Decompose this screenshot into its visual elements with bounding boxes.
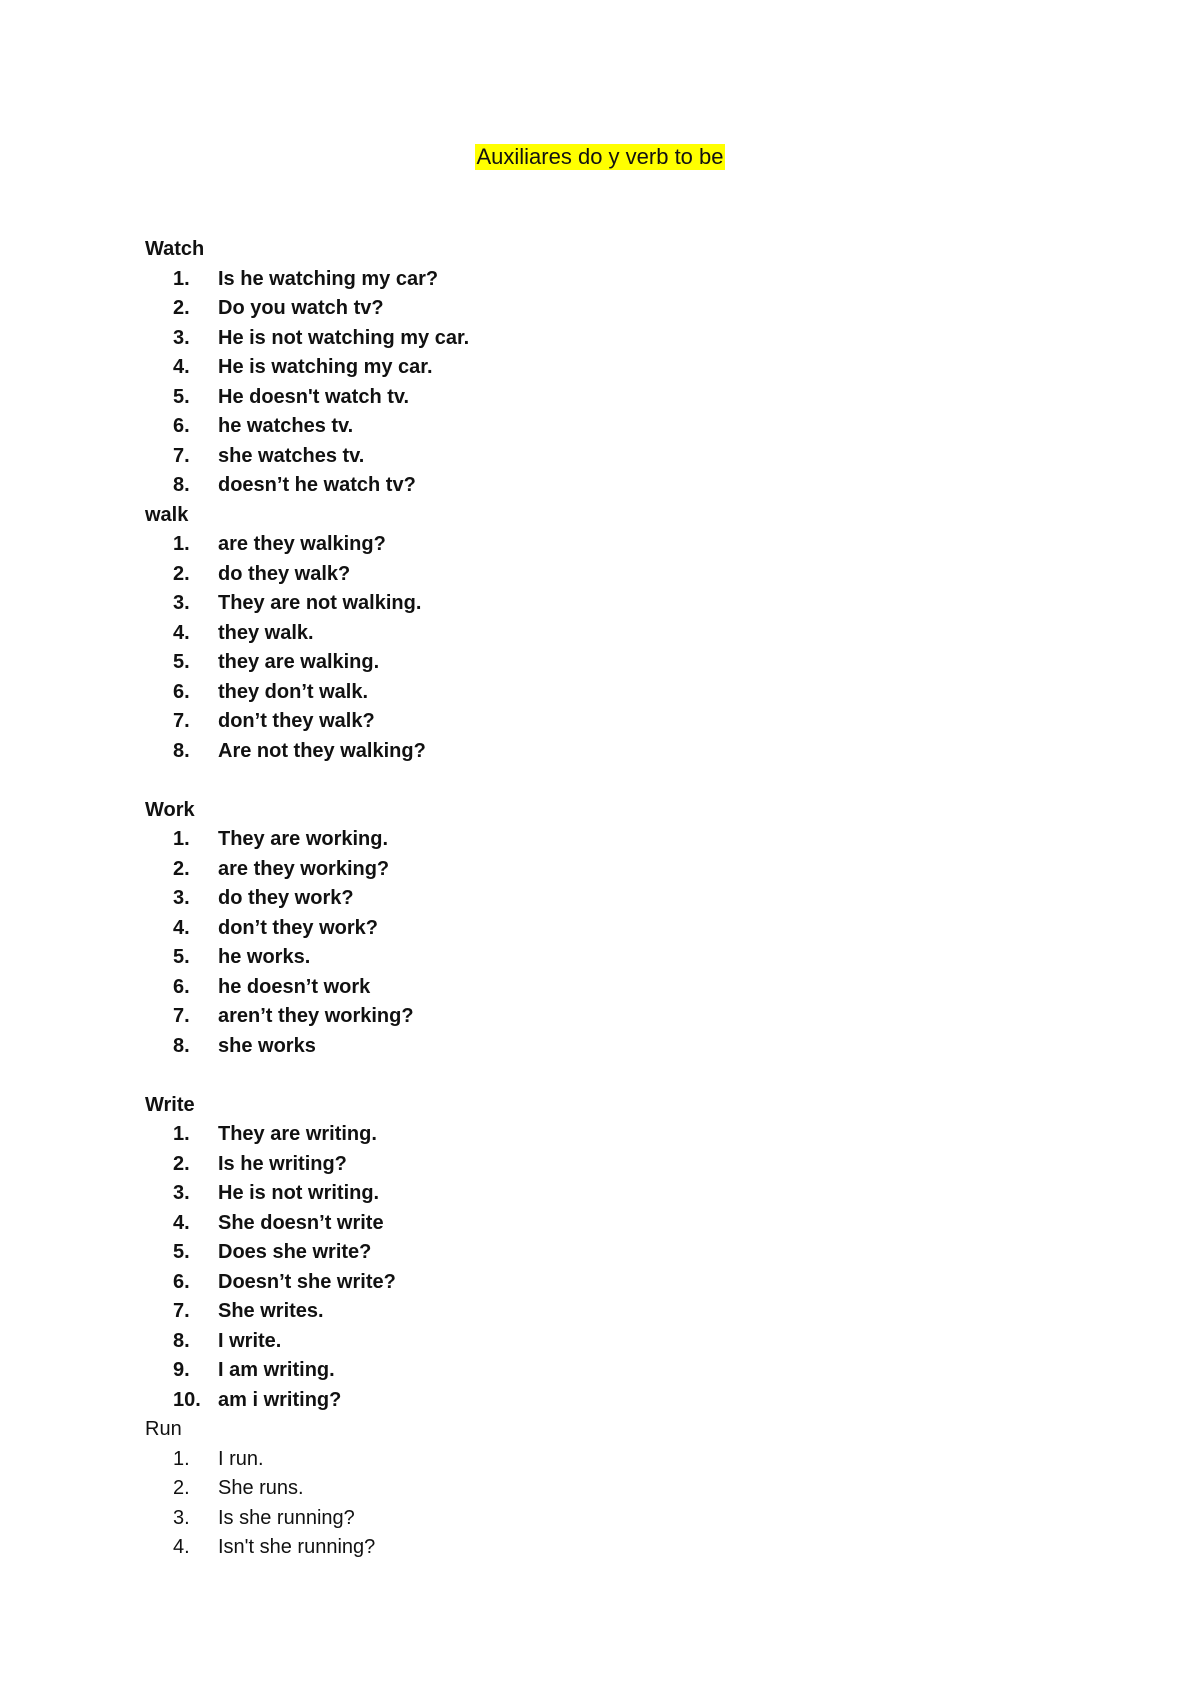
list-item	[145, 383, 1045, 413]
list-item-text: I run.	[218, 1447, 264, 1470]
list-item	[145, 324, 1045, 354]
list-item-number: 1.	[173, 828, 190, 850]
list-item-text: doesn’t he watch tv?	[218, 474, 416, 496]
list-item	[145, 1268, 1045, 1298]
list-item-text: Is he watching my car?	[218, 267, 439, 290]
list-item	[145, 1356, 1045, 1386]
list-item	[145, 973, 1045, 1003]
list-item-text: do they work?	[218, 887, 354, 909]
document-body	[145, 235, 1045, 1563]
page-title: Auxiliares do y verb to be	[476, 144, 724, 169]
list-item-number: 5.	[173, 946, 190, 968]
list-item-number: 3.	[173, 1182, 190, 1204]
list-item-text: They are not walking.	[218, 592, 422, 614]
list-item-text: She writes.	[218, 1300, 324, 1322]
list-item-number: 5.	[173, 651, 190, 673]
list-item-text: don’t they work?	[218, 916, 378, 939]
title-container	[0, 144, 1200, 170]
list-item-number: 8.	[173, 474, 190, 496]
blank-line	[145, 766, 1045, 796]
list-work	[145, 825, 1045, 1061]
list-item-number: 2.	[173, 1477, 190, 1499]
section-heading-write: Write	[145, 1093, 195, 1116]
list-item	[145, 1002, 1045, 1032]
list-item	[145, 1533, 1045, 1563]
list-item	[145, 1150, 1045, 1180]
list-item	[145, 1504, 1045, 1534]
list-item	[145, 530, 1045, 560]
list-watch	[145, 265, 1045, 501]
list-item	[145, 619, 1045, 649]
list-item-text: Isn't she running?	[218, 1536, 376, 1558]
list-item-text: He is not writing.	[218, 1182, 380, 1204]
list-item-text: Does she write?	[218, 1241, 372, 1263]
list-item-number: 4.	[173, 356, 190, 378]
list-item-text: She doesn’t write	[218, 1211, 384, 1234]
list-item-number: 3.	[173, 592, 190, 614]
blank-line	[145, 1061, 1045, 1091]
list-item-number: 2.	[173, 1152, 190, 1175]
list-item-number: 5.	[173, 385, 190, 408]
list-item-number: 1.	[173, 267, 190, 290]
list-item	[145, 737, 1045, 767]
list-run	[145, 1445, 1045, 1563]
list-walk	[145, 530, 1045, 766]
list-item	[145, 914, 1045, 944]
list-item-number: 1.	[173, 1123, 190, 1145]
list-item-number: 1.	[173, 533, 190, 555]
list-item-text: he works.	[218, 946, 311, 968]
list-item	[145, 1120, 1045, 1150]
list-item-number: 6.	[173, 680, 190, 703]
list-item	[145, 1238, 1045, 1268]
list-item	[145, 884, 1045, 914]
list-item-text: am i writing?	[218, 1388, 342, 1411]
list-item	[145, 560, 1045, 590]
list-item-number: 3.	[173, 326, 190, 349]
list-item-text: he watches tv.	[218, 415, 354, 437]
list-item-number: 4.	[173, 621, 190, 644]
list-item-text: I am writing.	[218, 1359, 335, 1381]
list-item-text: They are working.	[218, 828, 389, 850]
list-item-number: 2.	[173, 297, 190, 319]
list-item	[145, 1474, 1045, 1504]
list-item-text: she works	[218, 1034, 316, 1057]
list-item	[145, 825, 1045, 855]
list-item-number: 10.	[173, 1388, 201, 1411]
list-item-number: 2.	[173, 562, 190, 585]
list-item-number: 1.	[173, 1447, 190, 1470]
list-item-text: Is he writing?	[218, 1152, 347, 1175]
list-item-number: 7.	[173, 1300, 190, 1322]
list-item	[145, 1297, 1045, 1327]
list-item-text: she watches tv.	[218, 444, 365, 467]
list-item	[145, 1209, 1045, 1239]
list-item-number: 7.	[173, 710, 190, 732]
list-item-number: 4.	[173, 916, 190, 939]
list-item-text: they are walking.	[218, 651, 380, 673]
list-item-text: are they walking?	[218, 533, 386, 555]
section-heading-watch: Watch	[145, 238, 205, 260]
list-item	[145, 707, 1045, 737]
list-item-text: I write.	[218, 1329, 282, 1352]
list-item	[145, 1032, 1045, 1062]
list-item	[145, 353, 1045, 383]
list-item	[145, 943, 1045, 973]
list-item-number: 7.	[173, 1005, 190, 1027]
list-item-number: 4.	[173, 1536, 190, 1558]
list-item	[145, 1445, 1045, 1475]
list-item-text: they don’t walk.	[218, 680, 369, 703]
list-item-number: 9.	[173, 1359, 190, 1381]
section-heading-work: Work	[145, 798, 195, 821]
section-heading-walk: walk	[145, 503, 189, 526]
list-item	[145, 855, 1045, 885]
list-item-text: She runs.	[218, 1477, 304, 1499]
list-item-text: don’t they walk?	[218, 710, 375, 732]
list-item	[145, 471, 1045, 501]
list-item-number: 8.	[173, 1329, 190, 1352]
list-item-number: 3.	[173, 1506, 190, 1529]
list-item-text: do they walk?	[218, 562, 351, 585]
list-item-text: Do you watch tv?	[218, 297, 384, 319]
list-item-text: Is she running?	[218, 1506, 355, 1529]
list-item-text: are they working?	[218, 857, 390, 880]
list-item-text: He is not watching my car.	[218, 326, 470, 349]
list-item	[145, 442, 1045, 472]
section-heading-run: Run	[145, 1418, 182, 1440]
list-item-number: 8.	[173, 739, 190, 762]
list-write	[145, 1120, 1045, 1415]
list-item-text: they walk.	[218, 621, 314, 644]
list-item	[145, 589, 1045, 619]
list-item-text: aren’t they working?	[218, 1005, 414, 1027]
list-item	[145, 1386, 1045, 1416]
list-item	[145, 294, 1045, 324]
list-item	[145, 1179, 1045, 1209]
list-item-text: They are writing.	[218, 1123, 377, 1145]
list-item-text: Are not they walking?	[218, 739, 426, 762]
list-item	[145, 1327, 1045, 1357]
list-item-number: 8.	[173, 1034, 190, 1057]
list-item-number: 2.	[173, 857, 190, 880]
list-item-number: 3.	[173, 887, 190, 909]
list-item-number: 6.	[173, 415, 190, 437]
list-item-number: 7.	[173, 444, 190, 467]
list-item-number: 5.	[173, 1241, 190, 1263]
list-item-number: 4.	[173, 1211, 190, 1234]
list-item-text: he doesn’t work	[218, 975, 371, 998]
list-item-text: He is watching my car.	[218, 356, 433, 378]
list-item	[145, 678, 1045, 708]
list-item-number: 6.	[173, 1270, 190, 1293]
list-item-text: He doesn't watch tv.	[218, 385, 410, 408]
list-item	[145, 648, 1045, 678]
list-item-text: Doesn’t she write?	[218, 1270, 396, 1293]
list-item-number: 6.	[173, 975, 190, 998]
list-item	[145, 265, 1045, 295]
list-item	[145, 412, 1045, 442]
